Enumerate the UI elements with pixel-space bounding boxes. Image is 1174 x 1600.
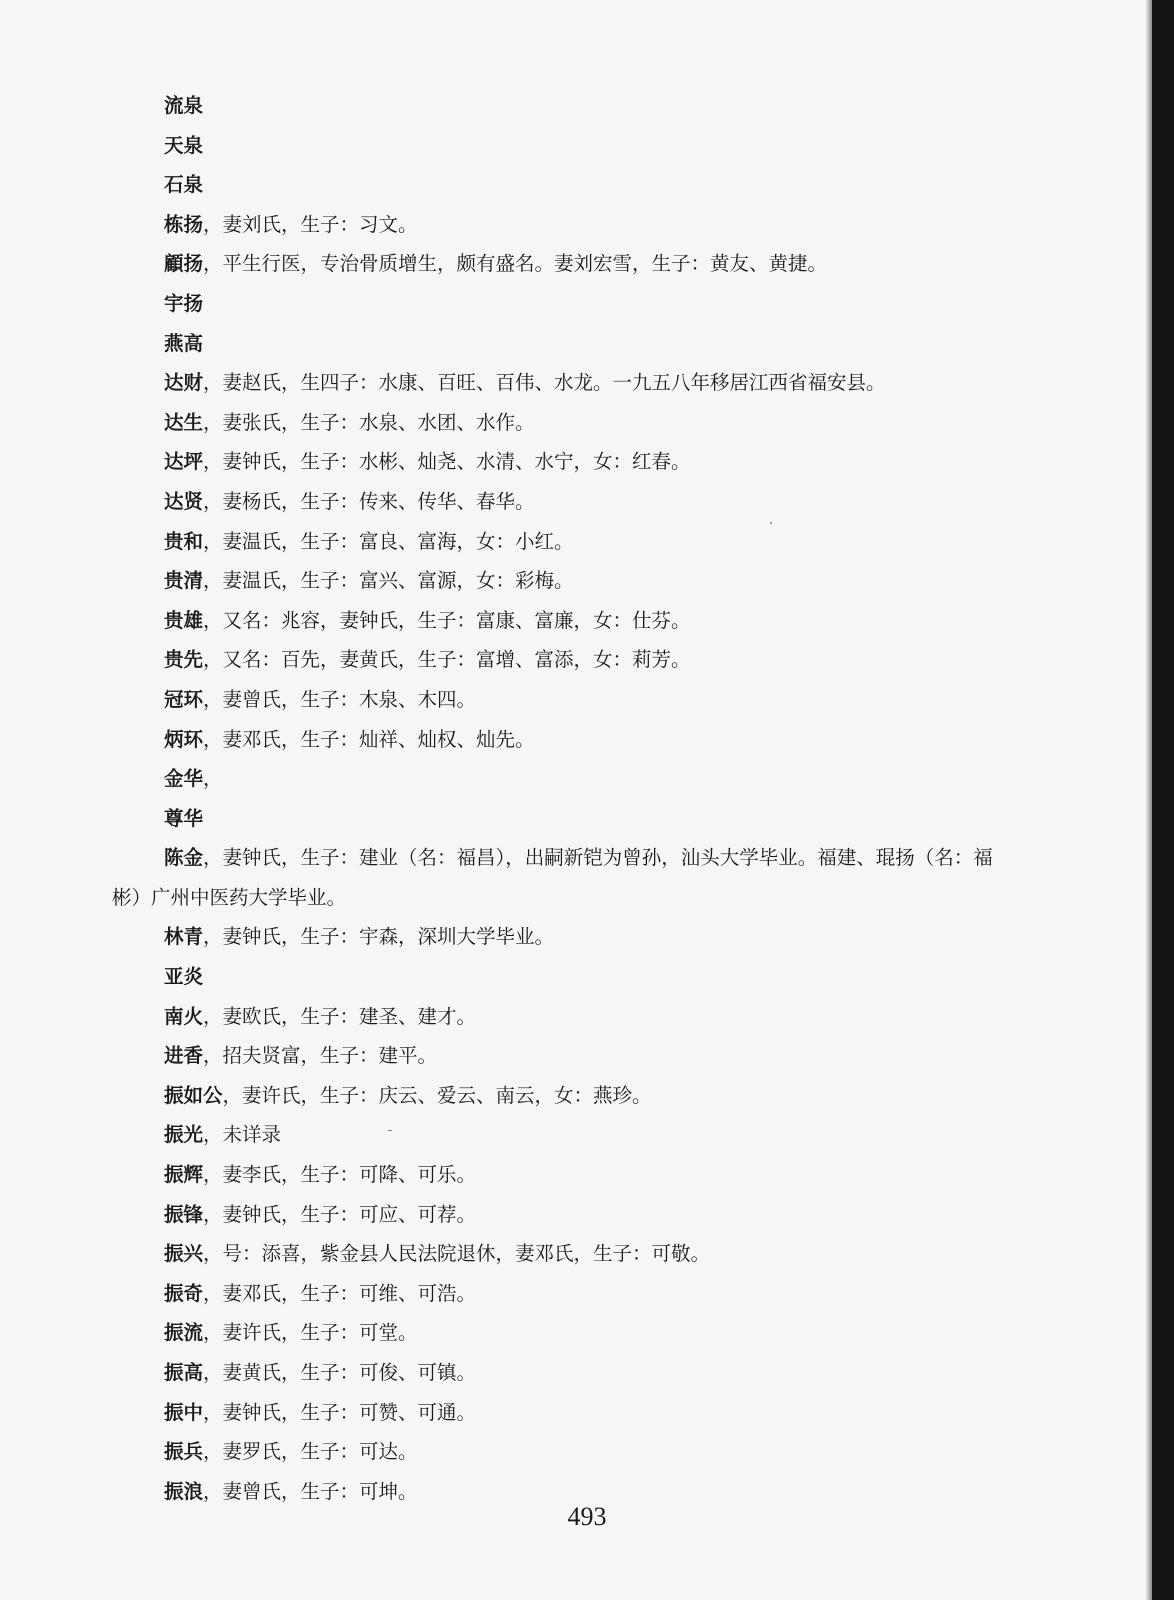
person-details: ，又名：兆容，妻钟氏，生子：富康、富廉，女：仕芬。 [203,608,691,632]
person-name: 顧扬 [164,252,204,276]
person-name: 振奇 [164,1281,204,1305]
person-details: ，妻钟氏，生子：可应、可荐。 [203,1202,477,1226]
person-name: 振兴 [164,1242,204,1266]
record-entry [0,799,1150,839]
person-name: 尊华 [164,806,204,830]
person-name: 振浪 [164,1479,204,1503]
person-details: ，妻黄氏，生子：可俊、可镇。 [203,1361,477,1384]
record-entry [0,759,1150,799]
person-name: 振如公 [164,1083,223,1107]
record-entry [0,284,1150,324]
person-name: 陈金 [164,846,204,870]
person-details: ，妻许氏，生子：庆云、爱云、南云，女：燕珍。 [222,1083,652,1107]
person-details: ，妻杨氏，生子：传来、传华、春华。 [203,489,535,513]
record-entry [0,205,1150,245]
person-details: ，妻罗氏，生子：可达。 [203,1440,418,1464]
record-entry [0,561,1150,601]
record-entry [0,1274,1150,1314]
record-entry [0,403,1150,443]
person-details: ，妻邓氏，生子：可维、可浩。 [203,1281,477,1305]
record-entry [0,1432,1150,1472]
record-entry [0,482,1150,522]
page-number: 493 [567,1502,607,1531]
person-name: 贵和 [164,529,204,553]
record-entry [0,1195,1150,1235]
person-details: ，妻钟氏，生子：宇森，深圳大学毕业。 [203,925,555,949]
record-entry [0,720,1150,760]
person-name: 冠环 [164,687,204,711]
person-details: ，妻刘氏，生子：习文。 [203,212,418,236]
scan-edge-shadow [1152,0,1174,1600]
person-details: ，妻温氏，生子：富兴、富源，女：彩梅。 [203,569,574,593]
genealogy-record-list [0,86,1150,1511]
person-details: ，号：添喜，紫金县人民法院退休，妻邓氏，生子：可敬。 [203,1242,711,1266]
record-entry [0,126,1150,166]
person-name: 振高 [164,1361,204,1384]
record-entry [0,917,1150,957]
record-entry [0,1234,1150,1274]
record-entry [0,640,1150,680]
person-name: 南火 [164,1004,204,1028]
scan-speck [770,522,772,524]
person-name: 振光 [164,1123,204,1147]
record-entry [0,1313,1150,1353]
person-name: 林青 [164,925,204,949]
record-line-1 [164,838,1040,878]
person-name: 达财 [164,371,204,395]
record-line-2: 彬）广州中医药大学毕业。 [112,885,347,909]
person-name: 栋扬 [164,212,204,236]
record-entry [0,1036,1150,1076]
record-entry [0,363,1150,403]
person-name: 进香 [164,1044,204,1068]
person-details: ，招夫贤富，生子：建平。 [203,1044,438,1068]
person-name: 宇扬 [164,291,204,315]
person-details: ，妻邓氏，生子：灿祥、灿权、灿先。 [203,727,535,751]
person-name: 振流 [164,1321,204,1345]
person-details: ，妻温氏，生子：富良、富海，女：小红。 [203,529,574,553]
person-details: ，妻欧氏，生子：建圣、建才。 [203,1004,477,1028]
person-name: 达生 [164,410,204,434]
record-entry [0,997,1150,1037]
record-entry [0,165,1150,205]
record-entry [0,442,1150,482]
person-details: ，妻钟氏，生子：可赞、可通。 [203,1400,477,1424]
person-details: ， [203,767,223,791]
person-name: 达坪 [164,450,204,474]
person-name: 振兵 [164,1440,204,1464]
record-entry [0,1393,1150,1433]
person-name: 炳环 [164,727,204,751]
record-entry [0,324,1150,364]
person-name: 石泉 [164,173,204,197]
person-name: 贵雄 [164,608,204,632]
person-details: ，妻曾氏，生子：可坤。 [203,1479,418,1503]
person-name: 天泉 [164,133,204,157]
person-details: ，妻赵氏，生四子：水康、百旺、百伟、水龙。一九五八年移居江西省福安县。 [203,371,886,395]
scan-speck [388,1130,392,1131]
record-entry [0,86,1150,126]
person-details: ，又名：百先，妻黄氏，生子：富增、富添，女：莉芳。 [203,648,691,672]
person-name: 贵先 [164,648,204,672]
person-name: 贵清 [164,569,204,593]
record-entry [0,522,1150,562]
person-details: ，未详录 [203,1123,282,1147]
person-name: 燕高 [164,331,204,355]
person-details: ，平生行医，专治骨质增生，颇有盛名。妻刘宏雪，生子：黄友、黄捷。 [203,252,828,276]
person-details: ，妻曾氏，生子：木泉、木四。 [203,687,477,711]
person-name: 达贤 [164,489,204,513]
record-entry-multiline [0,838,1150,917]
record-entry [0,1155,1150,1195]
person-details: ，妻钟氏，生子：建业（名：福昌），出嗣新铠为曾孙，汕头大学毕业。福建、琨扬（名：福 [203,846,993,870]
person-details: ，妻许氏，生子：可堂。 [203,1321,418,1345]
record-entry [0,957,1150,997]
record-entry [0,601,1150,641]
person-details: ，妻张氏，生子：水泉、水团、水作。 [203,410,535,434]
person-name: 金华 [164,767,204,791]
record-entry [0,1076,1150,1116]
person-details: ，妻李氏，生子：可降、可乐。 [203,1163,477,1187]
person-name: 流泉 [164,94,204,117]
person-name: 振辉 [164,1163,204,1187]
person-details: ，妻钟氏，生子：水彬、灿尧、水清、水宁，女：红春。 [203,450,691,474]
record-entry [0,1353,1150,1393]
person-name: 振锋 [164,1202,204,1226]
record-entry [0,1115,1150,1155]
record-entry [0,244,1150,284]
person-name: 亚炎 [164,965,204,989]
person-name: 振中 [164,1400,204,1424]
record-entry [0,680,1150,720]
